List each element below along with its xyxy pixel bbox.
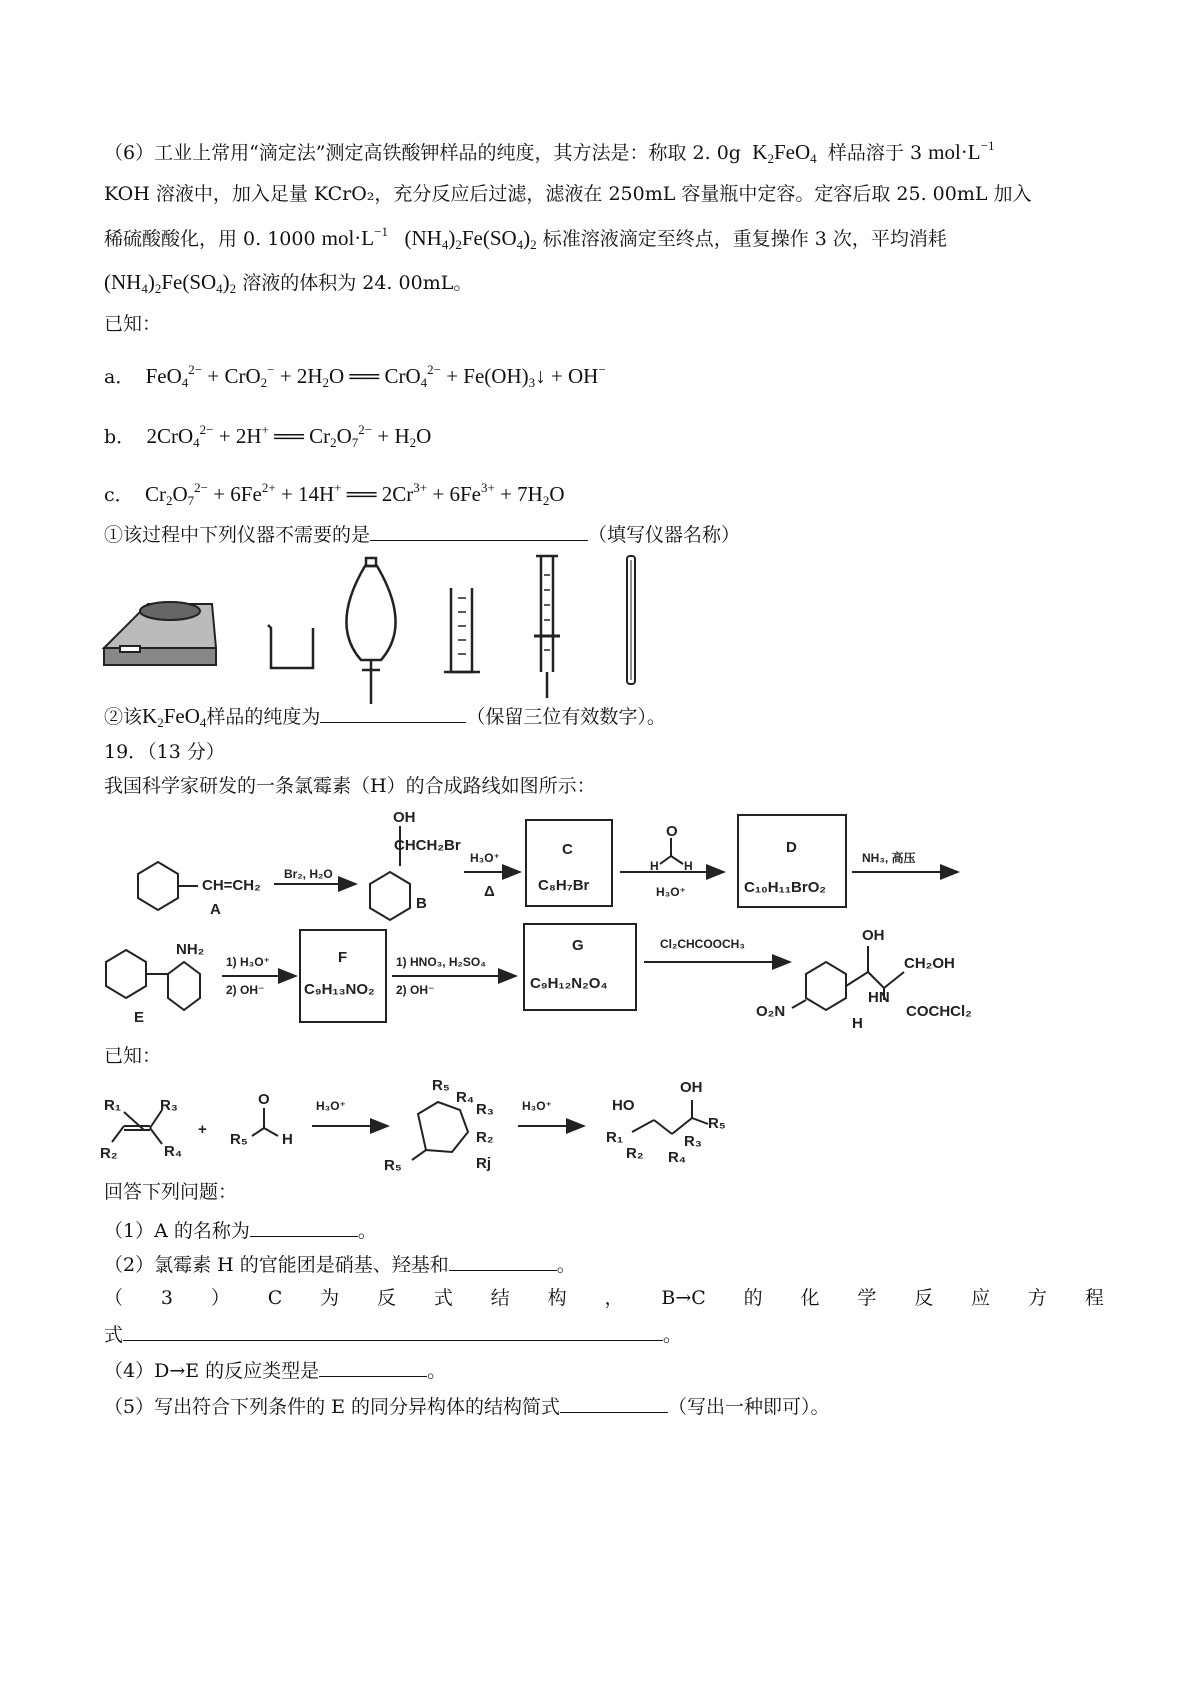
svg-text:CH₂OH: CH₂OH (904, 955, 955, 972)
svg-text:O₂N: O₂N (756, 1003, 786, 1020)
svg-text:R₁: R₁ (104, 1097, 122, 1114)
q19-header: 19．（13 分） (104, 741, 225, 763)
svg-text:R₂: R₂ (626, 1145, 644, 1162)
svg-text:1) H₃O⁺: 1) H₃O⁺ (226, 955, 270, 969)
svg-text:D: D (786, 839, 797, 856)
answer-prompt: 回答下列问题： (104, 1181, 238, 1203)
svg-text:OH: OH (862, 927, 885, 944)
svg-text:HN: HN (868, 989, 890, 1006)
answer-blank-4[interactable] (319, 1356, 427, 1377)
sub-question-4: （4）D→E 的反应类型是 。 (104, 1356, 446, 1383)
svg-text:R₅: R₅ (230, 1131, 248, 1148)
equation-c: c． $Cr_2O_7^{2-} + 6Fe^{2+} + 14H^+$ ══ $2Cr^{3+} + 6Fe^{3+} + 7H_2O$ (104, 480, 565, 508)
k2feo4-formula: $K_2FeO_4$ (747, 140, 817, 166)
p6-line4: $(NH_4)_2Fe(SO_4)_2$ 溶液的体积为 24. 00mL。 (104, 270, 473, 296)
svg-text:B: B (416, 895, 427, 912)
svg-text:O: O (666, 823, 678, 840)
answer-blank-2[interactable] (449, 1250, 557, 1271)
svg-text:H₃O⁺: H₃O⁺ (470, 851, 500, 865)
svg-text:COCHCl₂: COCHCl₂ (906, 1003, 972, 1020)
svg-text:G: G (572, 937, 584, 954)
svg-text:H: H (650, 859, 659, 873)
mohr-salt-formula-2: $(NH_4)_2Fe(SO_4)_2$ (104, 270, 237, 296)
svg-text:C₈H₇Br: C₈H₇Br (538, 877, 590, 894)
svg-text:H₃O⁺: H₃O⁺ (522, 1099, 552, 1113)
sub-question-5: （5）写出符合下列条件的 E 的同分异构体的结构简式 （写出一种即可）。 (104, 1392, 830, 1419)
svg-text:F: F (338, 949, 348, 966)
svg-text:R₃: R₃ (476, 1101, 494, 1118)
equation-a: a． $FeO_4^{2-} + CrO_2^- + 2H_2O$ ══ $CrO_4^{2-} + Fe(OH)_3↓ + OH^-$ (104, 362, 606, 390)
svg-text:OH: OH (393, 809, 416, 826)
p6-line1: （6）工业上常用“滴定法”测定高铁酸钾样品的纯度，其方法是：称取 2. 0g $K_2FeO_4$ 样品溶于 3 $mol\cdot L^{-1}$ (104, 138, 995, 166)
q19-intro: 我国科学家研发的一条氯霉素（H）的合成路线如图所示： (104, 775, 596, 797)
svg-text:2) OH⁻: 2) OH⁻ (396, 983, 435, 997)
answer-blank-5[interactable] (560, 1392, 668, 1413)
svg-text:R₂: R₂ (476, 1129, 494, 1146)
conc-unit: $mol\cdot L^{-1}$ (928, 138, 995, 164)
p6-line3: 稀硫酸酸化，用 0. 1000 $mol\cdot L^{-1}$ $(NH_4)_2Fe(SO_4)_2$ 标准溶液滴定至终点，重复操作 3 次，平均消耗 (104, 224, 947, 252)
p6-line2: KOH 溶液中，加入足量 KCrO₂，充分反应后过滤，滤液在 250mL 容量瓶中定容。定容后取 25. 00mL 加入 (104, 183, 1032, 205)
answer-blank-1[interactable] (250, 1216, 358, 1237)
answer-blank-3[interactable] (123, 1320, 663, 1341)
svg-text:HO: HO (612, 1097, 635, 1114)
mohr-salt-formula: $(NH_4)_2Fe(SO_4)_2$ (404, 226, 537, 252)
conc-unit-2: $mol\cdot L^{-1}$ (321, 224, 388, 250)
svg-text:Br₂, H₂O: Br₂, H₂O (284, 867, 333, 881)
svg-text:H: H (684, 859, 693, 873)
svg-text:1) HNO₃, H₂SO₄: 1) HNO₃, H₂SO₄ (396, 955, 486, 969)
sub-question-3-line2: 式 。 (104, 1320, 682, 1347)
svg-text:R₃: R₃ (684, 1133, 702, 1150)
svg-text:R₅: R₅ (384, 1157, 402, 1174)
svg-text:+: + (198, 1121, 207, 1138)
p6-known: 已知： (104, 313, 162, 335)
svg-text:R₁: R₁ (606, 1129, 624, 1146)
svg-text:R₄: R₄ (164, 1143, 182, 1160)
svg-text:A: A (210, 901, 221, 918)
svg-text:E: E (134, 1009, 145, 1026)
sub-question-1: （1）A 的名称为 。 (104, 1216, 377, 1243)
svg-text:H₃O⁺: H₃O⁺ (656, 885, 686, 899)
svg-text:NH₂: NH₂ (176, 941, 205, 958)
svg-text:H: H (282, 1131, 293, 1148)
sub-question-2: （2）氯霉素 H 的官能团是硝基、羟基和 。 (104, 1250, 576, 1277)
svg-text:C₉H₁₂N₂O₄: C₉H₁₂N₂O₄ (530, 975, 608, 992)
q19-known: 已知： (104, 1045, 162, 1067)
svg-text:OH: OH (680, 1079, 703, 1096)
svg-text:2) OH⁻: 2) OH⁻ (226, 983, 265, 997)
question-purity: ②该$K_2FeO_4$样品的纯度为 （保留三位有效数字）。 (104, 704, 666, 730)
svg-text:Cl₂CHCOOCH₃: Cl₂CHCOOCH₃ (660, 937, 745, 951)
svg-text:R₅: R₅ (432, 1077, 450, 1094)
question-instrument: ①该过程中下列仪器不需要的是 （填写仪器名称） (104, 520, 740, 547)
svg-text:C₉H₁₃NO₂: C₉H₁₃NO₂ (304, 981, 375, 998)
svg-text:Rj: Rj (476, 1155, 491, 1172)
svg-text:CH=CH₂: CH=CH₂ (202, 877, 261, 894)
svg-text:H₃O⁺: H₃O⁺ (316, 1099, 346, 1113)
svg-text:R₃: R₃ (160, 1097, 178, 1114)
svg-text:CHCH₂Br: CHCH₂Br (394, 837, 461, 854)
svg-text:R₄: R₄ (456, 1089, 474, 1106)
svg-text:C: C (562, 841, 573, 858)
equation-b: b． 2CrO$_4^{2-}$ + 2H+ ══ $Cr_2O_7^{2-} + H_2O$ (104, 422, 432, 450)
svg-text:NH₃, 高压: NH₃, 高压 (862, 851, 916, 865)
sub-question-3-line1: （ 3 ） C 为 反 式 结 构 ， B→C 的 化 学 反 应 方 程 (104, 1287, 1104, 1309)
svg-text:H: H (852, 1015, 863, 1032)
svg-text:C₁₀H₁₁BrO₂: C₁₀H₁₁BrO₂ (744, 879, 827, 896)
svg-text:R₂: R₂ (100, 1145, 118, 1162)
svg-text:O: O (258, 1091, 270, 1108)
svg-text:Δ: Δ (484, 883, 495, 900)
svg-text:R₅: R₅ (708, 1115, 726, 1132)
svg-text:R₄: R₄ (668, 1149, 686, 1166)
